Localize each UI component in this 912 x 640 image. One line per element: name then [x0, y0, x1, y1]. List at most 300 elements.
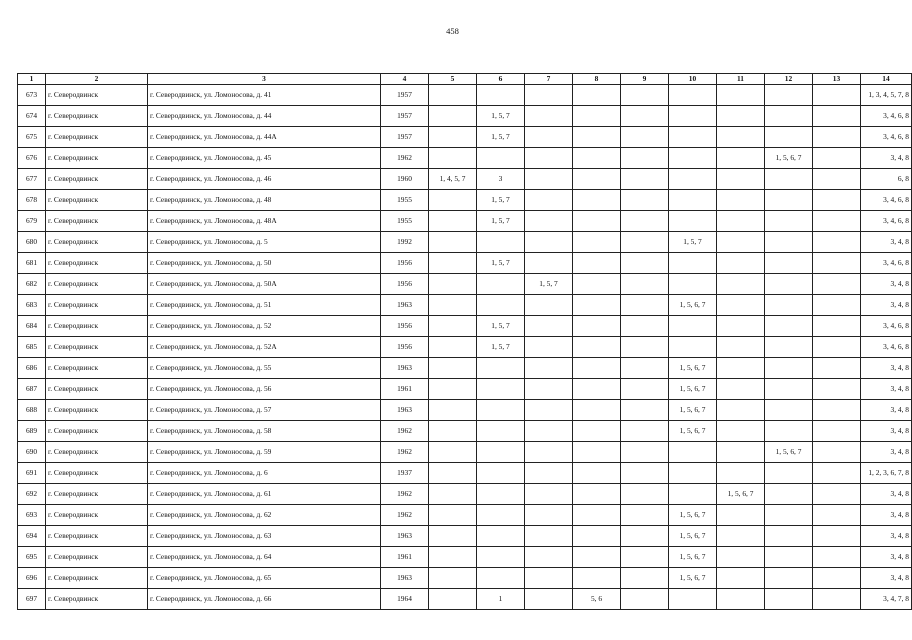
table-cell-col-7 [525, 547, 573, 568]
table-cell-col-10 [669, 274, 717, 295]
table-cell-col-12 [765, 526, 813, 547]
table-cell-col-1: 674 [18, 106, 46, 127]
table-cell-col-5 [429, 484, 477, 505]
table-cell-col-5 [429, 379, 477, 400]
table-cell-col-14: 3, 4, 8 [861, 526, 912, 547]
table-cell-col-7 [525, 169, 573, 190]
table-cell-col-7 [525, 442, 573, 463]
table-cell-col-6 [477, 526, 525, 547]
table-cell-col-8 [573, 211, 621, 232]
table-cell-col-12 [765, 127, 813, 148]
table-cell-col-12 [765, 568, 813, 589]
table-cell-col-12: 1, 5, 6, 7 [765, 148, 813, 169]
table-cell-col-2: г. Северодвинск [46, 463, 148, 484]
table-cell-col-4: 1963 [381, 526, 429, 547]
table-cell-col-8 [573, 85, 621, 106]
table-cell-col-6 [477, 421, 525, 442]
table-cell-col-1: 690 [18, 442, 46, 463]
table-cell-col-11 [717, 169, 765, 190]
table-cell-col-11 [717, 190, 765, 211]
table-cell-col-3: г. Северодвинск, ул. Ломоносова, д. 57 [148, 400, 381, 421]
table-cell-col-8 [573, 547, 621, 568]
table-cell-col-4: 1956 [381, 337, 429, 358]
table-cell-col-2: г. Северодвинск [46, 421, 148, 442]
table-cell-col-11 [717, 253, 765, 274]
table-cell-col-14: 3, 4, 6, 8 [861, 316, 912, 337]
table-cell-col-9 [621, 253, 669, 274]
table-cell-col-3: г. Северодвинск, ул. Ломоносова, д. 44А [148, 127, 381, 148]
table-cell-col-2: г. Северодвинск [46, 211, 148, 232]
table-cell-col-14: 3, 4, 6, 8 [861, 253, 912, 274]
table-cell-col-3: г. Северодвинск, ул. Ломоносова, д. 52А [148, 337, 381, 358]
table-cell-col-1: 695 [18, 547, 46, 568]
table-cell-col-12 [765, 106, 813, 127]
table-cell-col-3: г. Северодвинск, ул. Ломоносова, д. 59 [148, 442, 381, 463]
table-cell-col-4: 1963 [381, 400, 429, 421]
table-cell-col-7 [525, 232, 573, 253]
table-cell-col-12 [765, 400, 813, 421]
table-cell-col-10 [669, 253, 717, 274]
table-cell-col-8 [573, 484, 621, 505]
table-cell-col-3: г. Северодвинск, ул. Ломоносова, д. 52 [148, 316, 381, 337]
table-cell-col-12 [765, 211, 813, 232]
table-cell-col-13 [813, 505, 861, 526]
table-cell-col-7 [525, 526, 573, 547]
table-cell-col-11 [717, 400, 765, 421]
table-cell-col-10 [669, 211, 717, 232]
table-cell-col-4: 1992 [381, 232, 429, 253]
table-cell-col-8 [573, 169, 621, 190]
table-cell-col-14: 3, 4, 8 [861, 505, 912, 526]
table-cell-col-6 [477, 463, 525, 484]
table-cell-col-11 [717, 505, 765, 526]
table-cell-col-6: 1, 5, 7 [477, 337, 525, 358]
table-cell-col-3: г. Северодвинск, ул. Ломоносова, д. 50А [148, 274, 381, 295]
table-row [18, 295, 912, 316]
column-header-13: 13 [813, 74, 861, 85]
table-cell-col-1: 688 [18, 400, 46, 421]
housing-register-table [17, 73, 912, 610]
table-cell-col-3: г. Северодвинск, ул. Ломоносова, д. 41 [148, 85, 381, 106]
table-cell-col-14: 1, 2, 3, 6, 7, 8 [861, 463, 912, 484]
table-cell-col-1: 693 [18, 505, 46, 526]
table-cell-col-5 [429, 568, 477, 589]
table-cell-col-13 [813, 127, 861, 148]
table-cell-col-12 [765, 484, 813, 505]
table-cell-col-14: 3, 4, 8 [861, 484, 912, 505]
table-cell-col-5 [429, 106, 477, 127]
table-cell-col-13 [813, 295, 861, 316]
table-cell-col-11 [717, 337, 765, 358]
table-cell-col-13 [813, 253, 861, 274]
table-cell-col-6 [477, 85, 525, 106]
table-cell-col-4: 1962 [381, 421, 429, 442]
table-cell-col-12 [765, 337, 813, 358]
table-cell-col-2: г. Северодвинск [46, 148, 148, 169]
table-row [18, 337, 912, 358]
table-cell-col-6 [477, 148, 525, 169]
table-cell-col-10: 1, 5, 6, 7 [669, 400, 717, 421]
table-cell-col-5 [429, 400, 477, 421]
table-cell-col-5 [429, 316, 477, 337]
table-cell-col-4: 1957 [381, 127, 429, 148]
column-header-5: 5 [429, 74, 477, 85]
table-cell-col-9 [621, 568, 669, 589]
table-cell-col-10 [669, 316, 717, 337]
table-cell-col-3: г. Северодвинск, ул. Ломоносова, д. 5 [148, 232, 381, 253]
table-cell-col-13 [813, 463, 861, 484]
table-cell-col-2: г. Северодвинск [46, 484, 148, 505]
table-cell-col-9 [621, 589, 669, 610]
table-cell-col-10: 1, 5, 6, 7 [669, 379, 717, 400]
table-cell-col-5 [429, 148, 477, 169]
table-cell-col-2: г. Северодвинск [46, 106, 148, 127]
table-cell-col-9 [621, 421, 669, 442]
table-cell-col-9 [621, 442, 669, 463]
table-cell-col-3: г. Северодвинск, ул. Ломоносова, д. 44 [148, 106, 381, 127]
table-cell-col-6 [477, 442, 525, 463]
table-cell-col-4: 1956 [381, 274, 429, 295]
table-cell-col-5 [429, 358, 477, 379]
table-cell-col-14: 3, 4, 8 [861, 442, 912, 463]
table-cell-col-3: г. Северодвинск, ул. Ломоносова, д. 50 [148, 253, 381, 274]
table-cell-col-4: 1937 [381, 463, 429, 484]
table-cell-col-11 [717, 295, 765, 316]
table-cell-col-2: г. Северодвинск [46, 400, 148, 421]
table-cell-col-6: 1, 5, 7 [477, 127, 525, 148]
table-cell-col-13 [813, 106, 861, 127]
table-cell-col-12 [765, 190, 813, 211]
table-cell-col-13 [813, 442, 861, 463]
table-cell-col-1: 676 [18, 148, 46, 169]
table-cell-col-6 [477, 547, 525, 568]
table-cell-col-3: г. Северодвинск, ул. Ломоносова, д. 55 [148, 358, 381, 379]
table-cell-col-14: 3, 4, 8 [861, 295, 912, 316]
table-cell-col-7 [525, 589, 573, 610]
table-cell-col-11 [717, 421, 765, 442]
table-cell-col-9 [621, 232, 669, 253]
table-cell-col-10: 1, 5, 6, 7 [669, 547, 717, 568]
table-cell-col-7 [525, 463, 573, 484]
table-cell-col-2: г. Северодвинск [46, 127, 148, 148]
table-cell-col-11 [717, 442, 765, 463]
table-cell-col-14: 3, 4, 6, 8 [861, 337, 912, 358]
table-cell-col-12 [765, 295, 813, 316]
table-cell-col-7 [525, 337, 573, 358]
table-cell-col-13 [813, 547, 861, 568]
table-cell-col-3: г. Северодвинск, ул. Ломоносова, д. 58 [148, 421, 381, 442]
table-cell-col-9 [621, 358, 669, 379]
table-cell-col-11 [717, 547, 765, 568]
table-cell-col-3: г. Северодвинск, ул. Ломоносова, д. 6 [148, 463, 381, 484]
table-row [18, 463, 912, 484]
table-cell-col-1: 694 [18, 526, 46, 547]
table-cell-col-10: 1, 5, 6, 7 [669, 358, 717, 379]
table-row [18, 505, 912, 526]
table-row [18, 85, 912, 106]
table-row [18, 400, 912, 421]
table-cell-col-10: 1, 5, 6, 7 [669, 526, 717, 547]
table-cell-col-8 [573, 253, 621, 274]
table-cell-col-8 [573, 232, 621, 253]
table-cell-col-4: 1963 [381, 568, 429, 589]
table-cell-col-14: 3, 4, 8 [861, 148, 912, 169]
table-cell-col-2: г. Северодвинск [46, 589, 148, 610]
table-cell-col-7 [525, 421, 573, 442]
table-cell-col-10 [669, 148, 717, 169]
table-body [18, 85, 912, 610]
table-cell-col-13 [813, 148, 861, 169]
column-header-1: 1 [18, 74, 46, 85]
table-row [18, 484, 912, 505]
table-row [18, 589, 912, 610]
table-cell-col-13 [813, 169, 861, 190]
table-cell-col-9 [621, 463, 669, 484]
table-cell-col-3: г. Северодвинск, ул. Ломоносова, д. 45 [148, 148, 381, 169]
table-cell-col-12 [765, 463, 813, 484]
table-cell-col-13 [813, 589, 861, 610]
table-cell-col-13 [813, 526, 861, 547]
table-cell-col-14: 6, 8 [861, 169, 912, 190]
table-cell-col-1: 692 [18, 484, 46, 505]
table-cell-col-2: г. Северодвинск [46, 274, 148, 295]
table-cell-col-6 [477, 568, 525, 589]
table-cell-col-8 [573, 148, 621, 169]
table-cell-col-13 [813, 568, 861, 589]
table-cell-col-1: 683 [18, 295, 46, 316]
table-cell-col-1: 691 [18, 463, 46, 484]
table-cell-col-7 [525, 127, 573, 148]
table-cell-col-14: 3, 4, 6, 8 [861, 211, 912, 232]
table-cell-col-6 [477, 295, 525, 316]
table-cell-col-4: 1962 [381, 148, 429, 169]
table-cell-col-3: г. Северодвинск, ул. Ломоносова, д. 56 [148, 379, 381, 400]
table-cell-col-9 [621, 547, 669, 568]
table-cell-col-3: г. Северодвинск, ул. Ломоносова, д. 63 [148, 526, 381, 547]
table-cell-col-6: 1, 5, 7 [477, 253, 525, 274]
table-cell-col-6 [477, 379, 525, 400]
table-cell-col-7 [525, 568, 573, 589]
table-cell-col-2: г. Северодвинск [46, 169, 148, 190]
table-cell-col-13 [813, 316, 861, 337]
table-cell-col-13 [813, 85, 861, 106]
table-cell-col-4: 1955 [381, 211, 429, 232]
table-cell-col-1: 677 [18, 169, 46, 190]
table-cell-col-5 [429, 85, 477, 106]
table-cell-col-13 [813, 421, 861, 442]
table-cell-col-14: 3, 4, 8 [861, 568, 912, 589]
table-cell-col-2: г. Северодвинск [46, 295, 148, 316]
table-cell-col-4: 1963 [381, 295, 429, 316]
table-cell-col-3: г. Северодвинск, ул. Ломоносова, д. 64 [148, 547, 381, 568]
table-cell-col-6: 1, 5, 7 [477, 316, 525, 337]
table-cell-col-6 [477, 484, 525, 505]
table-cell-col-9 [621, 505, 669, 526]
table-cell-col-1: 687 [18, 379, 46, 400]
table-cell-col-8 [573, 505, 621, 526]
table-cell-col-1: 673 [18, 85, 46, 106]
table-cell-col-11 [717, 526, 765, 547]
table-cell-col-10 [669, 442, 717, 463]
table-cell-col-12 [765, 232, 813, 253]
table-cell-col-10 [669, 484, 717, 505]
table-cell-col-3: г. Северодвинск, ул. Ломоносова, д. 48А [148, 211, 381, 232]
table-cell-col-6: 3 [477, 169, 525, 190]
table-cell-col-9 [621, 337, 669, 358]
table-cell-col-1: 685 [18, 337, 46, 358]
table-cell-col-7 [525, 379, 573, 400]
table-row [18, 169, 912, 190]
table-cell-col-1: 675 [18, 127, 46, 148]
table-cell-col-12 [765, 316, 813, 337]
table-cell-col-10: 1, 5, 7 [669, 232, 717, 253]
table-cell-col-4: 1961 [381, 547, 429, 568]
column-header-14: 14 [861, 74, 912, 85]
table-cell-col-12 [765, 85, 813, 106]
table-cell-col-3: г. Северодвинск, ул. Ломоносова, д. 62 [148, 505, 381, 526]
table-cell-col-2: г. Северодвинск [46, 505, 148, 526]
table-cell-col-12 [765, 589, 813, 610]
table-row [18, 127, 912, 148]
table-row [18, 106, 912, 127]
table-cell-col-14: 3, 4, 8 [861, 400, 912, 421]
table-cell-col-6: 1, 5, 7 [477, 106, 525, 127]
table-cell-col-5 [429, 442, 477, 463]
table-cell-col-5 [429, 505, 477, 526]
table-cell-col-5 [429, 211, 477, 232]
table-cell-col-2: г. Северодвинск [46, 358, 148, 379]
table-cell-col-11 [717, 463, 765, 484]
table-row [18, 442, 912, 463]
table-cell-col-6: 1 [477, 589, 525, 610]
table-row [18, 316, 912, 337]
table-cell-col-8 [573, 127, 621, 148]
table-cell-col-8 [573, 463, 621, 484]
table-cell-col-7 [525, 400, 573, 421]
table-cell-col-5 [429, 526, 477, 547]
table-cell-col-13 [813, 358, 861, 379]
column-header-10: 10 [669, 74, 717, 85]
table-cell-col-7 [525, 505, 573, 526]
table-cell-col-7: 1, 5, 7 [525, 274, 573, 295]
table-cell-col-1: 682 [18, 274, 46, 295]
table-cell-col-14: 3, 4, 8 [861, 421, 912, 442]
table-cell-col-4: 1957 [381, 106, 429, 127]
table-cell-col-14: 3, 4, 8 [861, 232, 912, 253]
table-cell-col-1: 697 [18, 589, 46, 610]
table-row [18, 547, 912, 568]
table-cell-col-9 [621, 526, 669, 547]
table-cell-col-12 [765, 379, 813, 400]
table-cell-col-5 [429, 421, 477, 442]
table-cell-col-9 [621, 484, 669, 505]
table-cell-col-7 [525, 85, 573, 106]
table-cell-col-6 [477, 232, 525, 253]
table-cell-col-2: г. Северодвинск [46, 190, 148, 211]
table-cell-col-5 [429, 295, 477, 316]
table-cell-col-8 [573, 316, 621, 337]
table-cell-col-11 [717, 589, 765, 610]
table-cell-col-14: 3, 4, 8 [861, 379, 912, 400]
table-cell-col-3: г. Северодвинск, ул. Ломоносова, д. 46 [148, 169, 381, 190]
column-header-4: 4 [381, 74, 429, 85]
table-cell-col-14: 3, 4, 8 [861, 274, 912, 295]
table-cell-col-12 [765, 505, 813, 526]
table-cell-col-14: 3, 4, 6, 8 [861, 106, 912, 127]
table-cell-col-9 [621, 169, 669, 190]
table-cell-col-4: 1962 [381, 442, 429, 463]
table-cell-col-5 [429, 589, 477, 610]
table-cell-col-14: 3, 4, 6, 8 [861, 190, 912, 211]
table-cell-col-9 [621, 379, 669, 400]
table-row [18, 211, 912, 232]
table-cell-col-5 [429, 253, 477, 274]
table-cell-col-12 [765, 169, 813, 190]
table-cell-col-8 [573, 190, 621, 211]
table-cell-col-11 [717, 568, 765, 589]
table-cell-col-10 [669, 589, 717, 610]
table-cell-col-1: 689 [18, 421, 46, 442]
table-cell-col-10 [669, 127, 717, 148]
table-cell-col-9 [621, 211, 669, 232]
column-header-2: 2 [46, 74, 148, 85]
table-cell-col-2: г. Северодвинск [46, 526, 148, 547]
table-cell-col-2: г. Северодвинск [46, 232, 148, 253]
table-cell-col-13 [813, 211, 861, 232]
table-cell-col-8 [573, 106, 621, 127]
table-cell-col-11 [717, 379, 765, 400]
table-cell-col-10: 1, 5, 6, 7 [669, 505, 717, 526]
table-cell-col-5 [429, 274, 477, 295]
table-cell-col-13 [813, 274, 861, 295]
table-cell-col-10 [669, 169, 717, 190]
table-cell-col-9 [621, 274, 669, 295]
table-cell-col-5 [429, 190, 477, 211]
table-cell-col-2: г. Северодвинск [46, 547, 148, 568]
table-cell-col-4: 1956 [381, 253, 429, 274]
column-header-9: 9 [621, 74, 669, 85]
table-cell-col-7 [525, 211, 573, 232]
table-cell-col-7 [525, 316, 573, 337]
table-cell-col-12 [765, 274, 813, 295]
table-cell-col-13 [813, 190, 861, 211]
table-row [18, 190, 912, 211]
column-header-12: 12 [765, 74, 813, 85]
table-cell-col-4: 1963 [381, 358, 429, 379]
table-cell-col-3: г. Северодвинск, ул. Ломоносова, д. 48 [148, 190, 381, 211]
table-cell-col-12 [765, 253, 813, 274]
table-cell-col-9 [621, 400, 669, 421]
table-cell-col-4: 1964 [381, 589, 429, 610]
table-cell-col-8: 5, 6 [573, 589, 621, 610]
column-header-11: 11 [717, 74, 765, 85]
table-cell-col-6 [477, 358, 525, 379]
table-row [18, 568, 912, 589]
table-cell-col-10 [669, 337, 717, 358]
table-cell-col-3: г. Северодвинск, ул. Ломоносова, д. 51 [148, 295, 381, 316]
table-cell-col-1: 680 [18, 232, 46, 253]
table-cell-col-1: 679 [18, 211, 46, 232]
table-cell-col-3: г. Северодвинск, ул. Ломоносова, д. 66 [148, 589, 381, 610]
table-cell-col-10 [669, 85, 717, 106]
table-cell-col-1: 684 [18, 316, 46, 337]
table-cell-col-3: г. Северодвинск, ул. Ломоносова, д. 65 [148, 568, 381, 589]
table-cell-col-2: г. Северодвинск [46, 442, 148, 463]
table-cell-col-8 [573, 442, 621, 463]
table-row [18, 232, 912, 253]
table-cell-col-13 [813, 484, 861, 505]
table-cell-col-11 [717, 211, 765, 232]
